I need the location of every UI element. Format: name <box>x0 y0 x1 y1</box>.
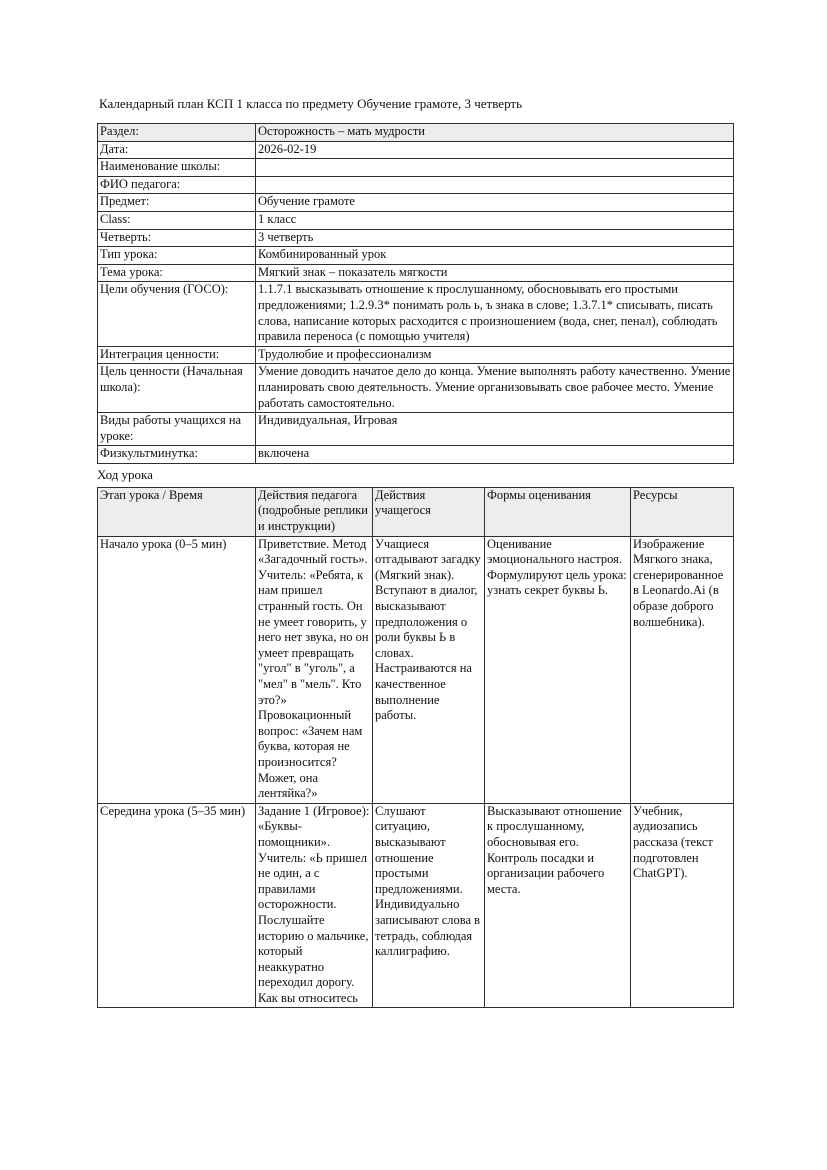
flow-header-teacher-actions: Действия педагога (подробные реплики и инструкции) <box>256 487 373 536</box>
info-row-values-integration <box>98 346 734 364</box>
resources-cell: Изображение Мягкого знака, сгенерированное в Leonardo.Ai (в образе доброго волшебника). <box>631 536 734 803</box>
info-row-values-goal <box>98 364 734 413</box>
teacher-actions-cell: Приветствие. Метод «Загадочный гость». Учитель: «Ребята, к нам пришел странный гость. Он не умеет говорить, у него нет звука, но он умеет превращать "угол" в "уголь", а "мел" в "мель". Кто это?» Провокационный вопрос: «Зачем нам буква, которая не произносится? Может, она лентяйка?» <box>256 536 373 803</box>
lesson-flow-table <box>97 487 734 1009</box>
flow-row-lesson-start <box>98 536 734 803</box>
flow-header-student-actions: Действия учащегося <box>373 487 485 536</box>
info-value: Комбинированный урок <box>256 247 734 265</box>
flow-header-row <box>98 487 734 536</box>
info-row-section <box>98 124 734 142</box>
info-label: Цели обучения (ГОСО): <box>98 282 256 346</box>
info-label: Предмет: <box>98 194 256 212</box>
info-label: Тип урока: <box>98 247 256 265</box>
info-row-lesson-topic <box>98 264 734 282</box>
flow-header-stage: Этап урока / Время <box>98 487 256 536</box>
info-value <box>256 176 734 194</box>
resources-cell: Учебник, аудиозапись рассказа (текст подготовлен ChatGPT). <box>631 803 734 1008</box>
lesson-info-table <box>97 123 734 464</box>
info-row-quarter <box>98 229 734 247</box>
info-label: Цель ценности (Начальная школа): <box>98 364 256 413</box>
info-value: включена <box>256 446 734 464</box>
info-label: Class: <box>98 211 256 229</box>
info-row-lesson-type <box>98 247 734 265</box>
info-row-teacher-name <box>98 176 734 194</box>
info-label: Раздел: <box>98 124 256 142</box>
info-row-school <box>98 159 734 177</box>
lesson-flow-heading: Ход урока <box>97 466 153 482</box>
info-row-subject <box>98 194 734 212</box>
info-row-work-types <box>98 413 734 446</box>
info-row-physical-minute <box>98 446 734 464</box>
info-value: Осторожность – мать мудрости <box>256 124 734 142</box>
info-row-date <box>98 141 734 159</box>
info-label: Четверть: <box>98 229 256 247</box>
info-value: Трудолюбие и профессионализм <box>256 346 734 364</box>
info-label: Физкультминутка: <box>98 446 256 464</box>
student-actions-cell: Слушают ситуацию, высказывают отношение простыми предложениями. Индивидуально записывают слова в тетрадь, соблюдая каллиграфию. <box>373 803 485 1008</box>
flow-header-assessment: Формы оценивания <box>485 487 631 536</box>
info-value: Умение доводить начатое дело до конца. Умение выполнять работу качественно. Умение планировать свою деятельность. Умение организовывать свое рабочее место. Умение работать самостоятельно. <box>256 364 734 413</box>
info-label: Тема урока: <box>98 264 256 282</box>
teacher-actions-cell: Задание 1 (Игровое): «Буквы-помощники». Учитель: «Ь пришел не один, а с правилами осторожности. Послушайте историю о мальчике, который неаккуратно переходил дорогу. Как вы относитесь <box>256 803 373 1008</box>
document-title: Календарный план КСП 1 класса по предмету Обучение грамоте, 3 четверть <box>99 96 523 111</box>
info-label: Наименование школы: <box>98 159 256 177</box>
info-value: Мягкий знак – показатель мягкости <box>256 264 734 282</box>
info-value: Индивидуальная, Игровая <box>256 413 734 446</box>
info-label: ФИО педагога: <box>98 176 256 194</box>
flow-header-resources: Ресурсы <box>631 487 734 536</box>
flow-row-lesson-middle <box>98 803 734 1008</box>
info-value: 1 класс <box>256 211 734 229</box>
assessment-cell: Высказывают отношение к прослушанному, обосновывая его. Контроль посадки и организации рабочего места. <box>485 803 631 1008</box>
info-label: Виды работы учащихся на уроке: <box>98 413 256 446</box>
info-label: Интеграция ценности: <box>98 346 256 364</box>
info-label: Дата: <box>98 141 256 159</box>
stage-cell: Начало урока (0–5 мин) <box>98 536 256 803</box>
document-content <box>97 96 733 1008</box>
student-actions-cell: Учащиеся отгадывают загадку (Мягкий знак). Вступают в диалог, высказывают предположения о роли буквы Ь в словах. Настраиваются на качественное выполнение работы. <box>373 536 485 803</box>
info-value <box>256 159 734 177</box>
stage-cell: Середина урока (5–35 мин) <box>98 803 256 1008</box>
info-value: 1.1.7.1 высказывать отношение к прослушанному, обосновывать его простыми предложениями; 1.2.9.3* понимать роль ь, ъ знака в слове; 1.3.7.1* списывать, писать слова, написание которых расходится с произношением (вода, снег, пенал), соблюдать правила переноса (с помощью учителя) <box>256 282 734 346</box>
info-value: 2026-02-19 <box>256 141 734 159</box>
info-row-class <box>98 211 734 229</box>
info-value: 3 четверть <box>256 229 734 247</box>
info-value: Обучение грамоте <box>256 194 734 212</box>
info-row-learning-goals <box>98 282 734 346</box>
assessment-cell: Оценивание эмоционального настроя. Формулируют цель урока: узнать секрет буквы Ь. <box>485 536 631 803</box>
